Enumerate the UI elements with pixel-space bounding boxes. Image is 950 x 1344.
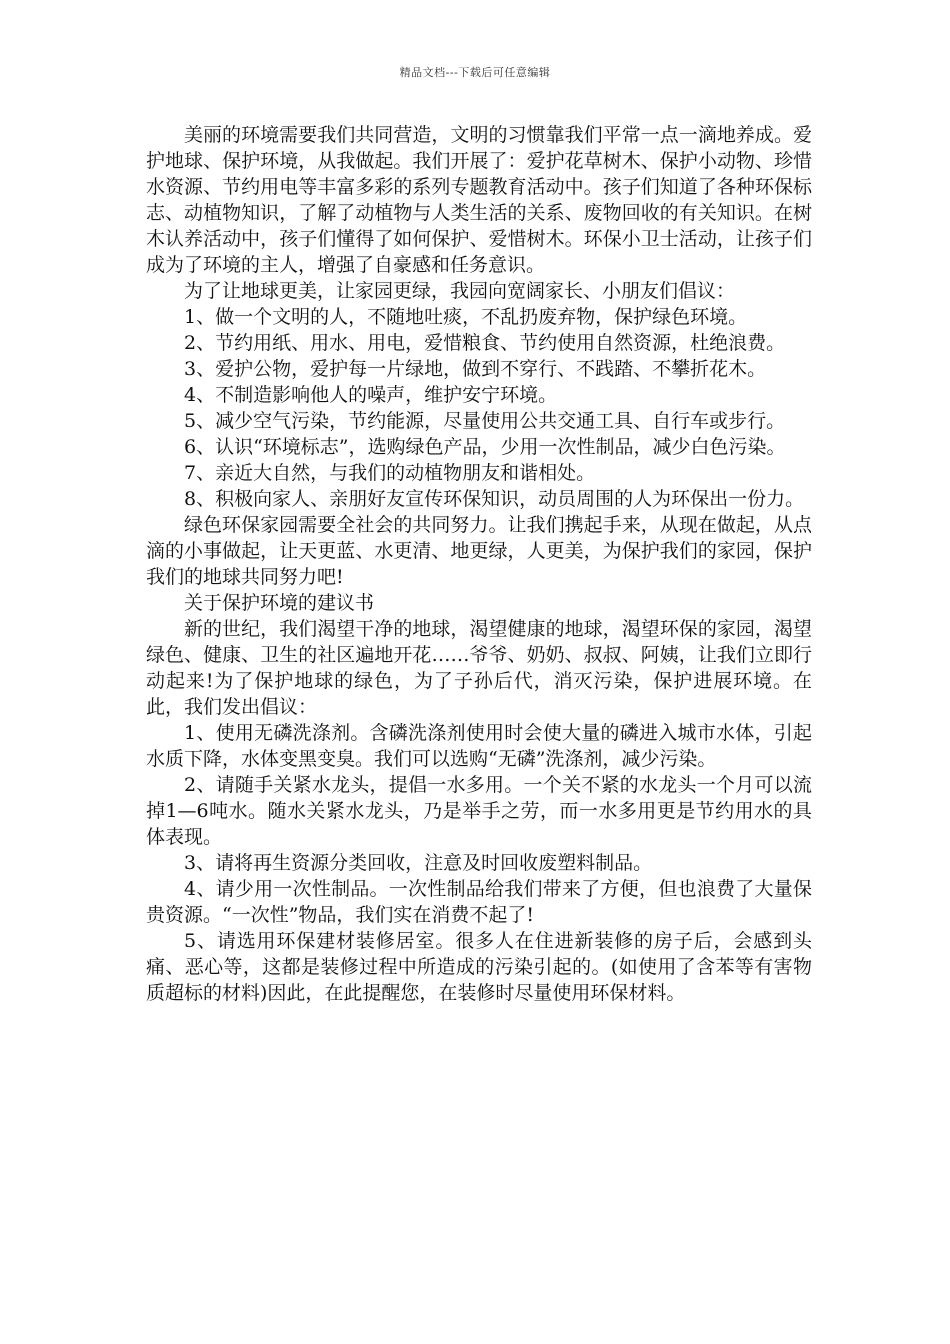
list-item: 7、亲近大自然，与我们的动植物朋友和谐相处。 bbox=[184, 462, 596, 484]
list-item: 3、请将再生资源分类回收，注意及时回收废塑料制品。 bbox=[184, 852, 653, 874]
list-item: 4、请少用一次性制品。一次性制品给我们带来了方便，但也浪费了大量保贵资源。“一次性”物品，我们实在消费不起了! bbox=[146, 878, 812, 926]
list-item: 5、减少空气污染，节约能源，尽量使用公共交通工具、自行车或步行。 bbox=[184, 410, 786, 432]
document-body bbox=[146, 122, 812, 1006]
paragraph: 绿色环保家园需要全社会的共同努力。让我们携起手来，从现在做起，从点滴的小事做起，让天更蓝、水更清、地更绿，人更美，为保护我们的家园，保护我们的地球共同努力吧! bbox=[146, 514, 812, 588]
list-item: 1、做一个文明的人，不随地吐痰，不乱扔废弃物，保护绿色环境。 bbox=[184, 306, 748, 328]
list-item: 2、节约用纸、用水、用电，爱惜粮食、节约使用自然资源，杜绝浪费。 bbox=[184, 332, 786, 354]
paragraph: 新的世纪，我们渴望干净的地球，渴望健康的地球，渴望环保的家园，渴望绿色、健康、卫生的社区遍地开花……爷爷、奶奶、叔叔、阿姨，让我们立即行动起来!为了保护地球的绿色，为了子孙后代，消灭污染，保护进展环境。在此，我们发出倡议： bbox=[146, 618, 812, 718]
section-heading: 关于保护环境的建议书 bbox=[184, 592, 375, 614]
page-header: 精品文档---下载后可任意编辑 bbox=[399, 66, 551, 79]
list-item: 1、使用无磷洗涤剂。含磷洗涤剂使用时会使大量的磷进入城市水体，引起水质下降，水体变黑变臭。我们可以选购“无磷”洗涤剂，减少污染。 bbox=[146, 722, 812, 770]
list-item: 5、请选用环保建材装修居室。很多人在住进新装修的房子后，会感到头痛、恶心等，这都是装修过程中所造成的污染引起的。(如使用了含苯等有害物质超标的材料)因此，在此提醒您，在装修时尽量使用环保材料。 bbox=[146, 930, 812, 1004]
paragraph: 为了让地球更美，让家园更绿，我园向宽阔家长、小朋友们倡议： bbox=[184, 280, 736, 302]
paragraph: 美丽的环境需要我们共同营造，文明的习惯靠我们平常一点一滴地养成。爱护地球、保护环境，从我做起。我们开展了：爱护花草树木、保护小动物、珍惜水资源、节约用电等丰富多彩的系列专题教育活动中。孩子们知道了各种环保标志、动植物知识，了解了动植物与人类生活的关系、废物回收的有关知识。在树木认养活动中，孩子们懂得了如何保护、爱惜树木。环保小卫士活动，让孩子们成为了环境的主人，增强了自豪感和任务意识。 bbox=[146, 124, 812, 276]
list-item: 2、请随手关紧水龙头，提倡一水多用。一个关不紧的水龙头一个月可以流掉1—6吨水。随水关紧水龙头，乃是举手之劳，而一水多用更是节约用水的具体表现。 bbox=[146, 774, 812, 848]
list-item: 8、积极向家人、亲朋好友宣传环保知识，动员周围的人为环保出一份力。 bbox=[184, 488, 805, 510]
list-item: 6、认识“环境标志”，选购绿色产品，少用一次性制品，减少白色污染。 bbox=[184, 436, 786, 458]
list-item: 3、爱护公物，爱护每一片绿地，做到不穿行、不践踏、不攀折花木。 bbox=[184, 358, 767, 380]
list-item: 4、不制造影响他人的噪声，维护安宁环境。 bbox=[184, 384, 558, 406]
